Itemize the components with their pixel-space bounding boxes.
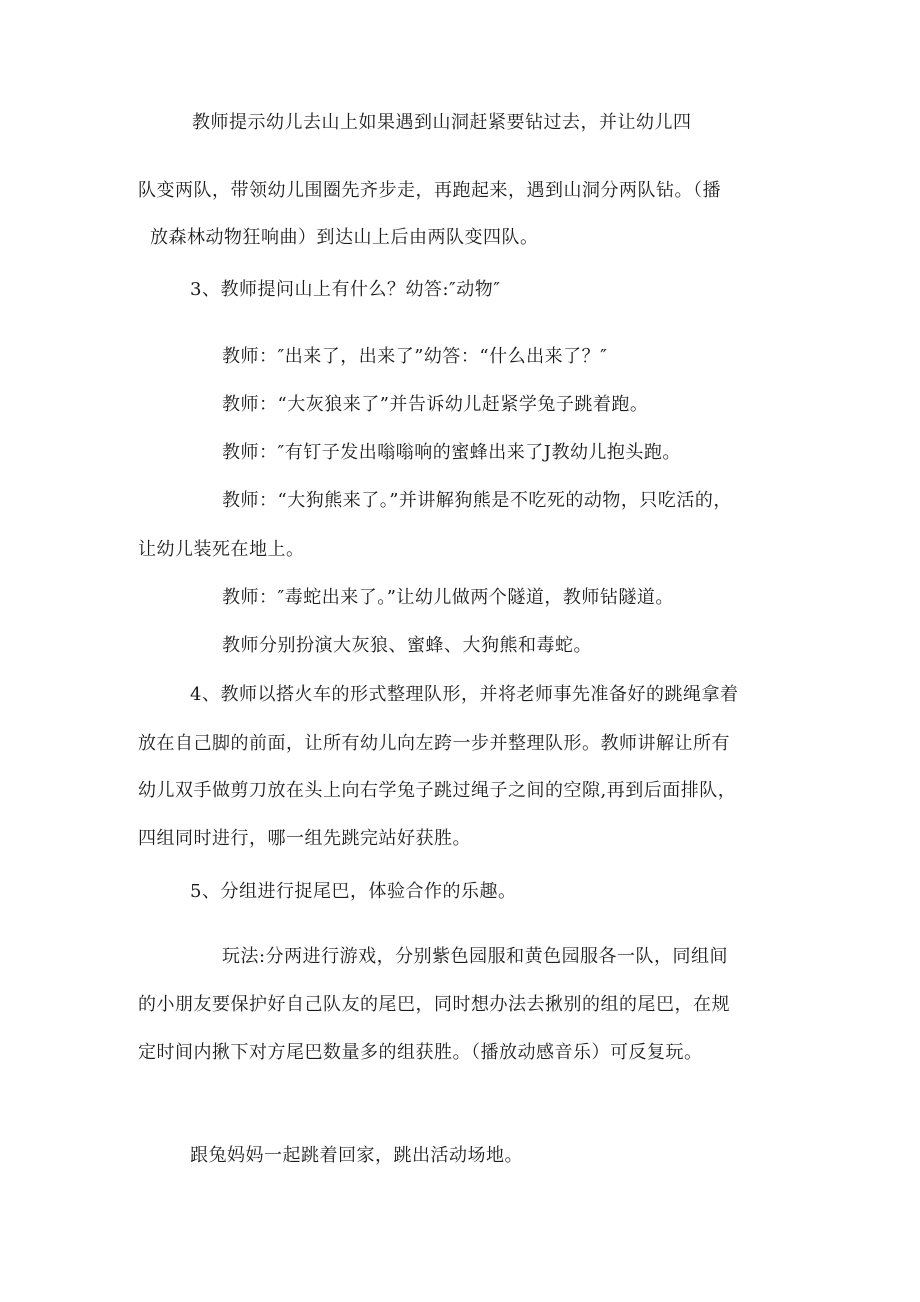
paragraph-line: 教师：″有钉子发出嗡嗡响的蜜蜂出来了J教幼儿抱头跑。 bbox=[222, 442, 681, 463]
paragraph-line: 跟兔妈妈一起跳着回家，跳出活动场地。 bbox=[190, 1145, 523, 1166]
paragraph-line: 四组同时进行，哪一组先跳完站好获胜。 bbox=[138, 828, 471, 849]
paragraph-line: 5、分组进行捉尾巴，体验合作的乐趣。 bbox=[190, 881, 517, 902]
paragraph-line: 教师：″出来了，出来了”幼答：“什么出来了？″ bbox=[222, 346, 608, 367]
paragraph-line: 4、教师以搭火车的形式整理队形，并将老师事先准备好的跳绳拿着 bbox=[190, 684, 739, 705]
paragraph-line: 玩法:分两进行游戏，分别紫色园服和黄色园服各一队，同组间 bbox=[222, 946, 729, 967]
paragraph-line: 教师：″毒蛇出来了。”让幼儿做两个隧道，教师钻隧道。 bbox=[222, 587, 674, 608]
paragraph-line: 定时间内揪下对方尾巴数量多的组获胜。（播放动感音乐）可反复玩。 bbox=[138, 1042, 703, 1063]
paragraph-line: 教师分别扮演大灰狼、蜜蜂、大狗熊和毒蛇。 bbox=[222, 635, 592, 656]
paragraph-line: 教师：“大灰狼来了”并告诉幼儿赶紧学兔子跳着跑。 bbox=[222, 394, 649, 415]
paragraph-line: 让幼儿装死在地上。 bbox=[138, 539, 305, 560]
paragraph-line: 教师提示幼儿去山上如果遇到山洞赶紧要钻过去，并让幼儿四 bbox=[192, 112, 692, 133]
paragraph-line: 幼儿双手做剪刀放在头上向右学兔子跳过绳子之间的空隙,再到后面排队， bbox=[138, 780, 737, 801]
paragraph-line: 教师：“大狗熊来了。”并讲解狗熊是不吃死的动物，只吃活的， bbox=[222, 490, 732, 511]
paragraph-line: 队变两队，带领幼儿围圈先齐步走，再跑起来，遇到山洞分两队钻。（播 bbox=[138, 180, 721, 201]
paragraph-line: 3、教师提问山上有什么？幼答:″动物″ bbox=[190, 279, 501, 300]
paragraph-line: 放在自己脚的前面，让所有幼儿向左跨一步并整理队形。教师讲解让所有 bbox=[138, 733, 730, 754]
paragraph-line: 放森林动物狂响曲）到达山上后由两队变四队。 bbox=[150, 227, 539, 248]
paragraph-line: 的小朋友要保护好自己队友的尾巴，同时想办法去揪别的组的尾巴，在规 bbox=[138, 994, 730, 1015]
